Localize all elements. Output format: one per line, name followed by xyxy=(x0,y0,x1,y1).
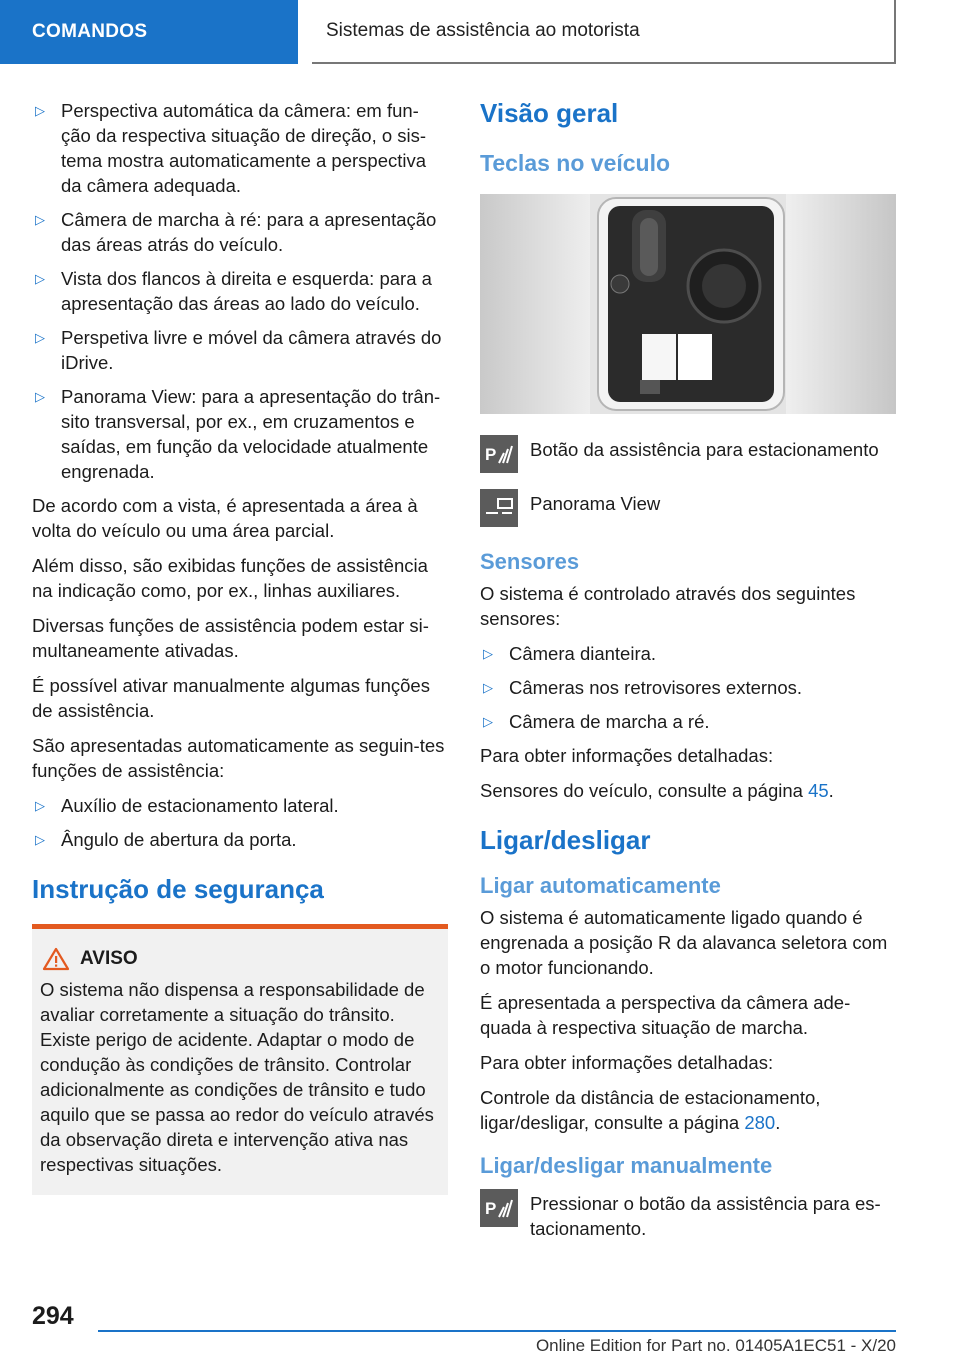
overview-heading: Visão geral xyxy=(480,98,619,128)
chapter-title: Sistemas de assistência ao motorista xyxy=(326,20,640,41)
page-link-45[interactable]: 45 xyxy=(808,780,829,801)
list-item: ▷ Câmeras nos retrovisores externos. xyxy=(483,677,803,698)
keys-heading: Teclas no veículo xyxy=(480,150,671,176)
manual-heading: Ligar/desligar manualmente xyxy=(480,1153,773,1178)
list-item: ▷ Perspetiva livre e móvel da câmera através do iDrive. xyxy=(35,327,442,373)
paragraph: Diversas funções de assistência podem estar si‐multaneamente ativadas. xyxy=(32,615,429,661)
svg-text:P: P xyxy=(485,445,497,464)
warning-header xyxy=(40,947,438,971)
section-label: COMANDOS xyxy=(32,21,148,42)
list-item: ▷ Vista dos flancos à direita e esquerda: para a apresentação das áreas ao lado do veículo. xyxy=(35,268,432,314)
triangle-bullet-icon: ▷ xyxy=(483,680,493,695)
parking-assist-icon xyxy=(480,435,518,473)
page-header-title xyxy=(312,0,896,64)
paragraph: Além disso, são exibidas funções de assistência na indicação como, por ex., linhas auxiliares. xyxy=(32,555,428,601)
warning-box xyxy=(32,924,448,1195)
safety-heading: Instrução de segurança xyxy=(32,874,324,904)
parking-assist-label: Botão da assistência para estacionamento xyxy=(530,439,879,460)
pdc-reference: Controle da distância de estacionamento, ligar/desligar, consulte a página 280. xyxy=(480,1087,821,1133)
list-item: ▷ Perspectiva automática da câmera: em fun‐ção da respectiva situação de direção, o sis‐tema mostra automaticamente a perspectiva da câmera adequada. xyxy=(35,100,427,196)
paragraph: É possível ativar manualmente algumas funções de assistência. xyxy=(32,675,430,721)
triangle-bullet-icon: ▷ xyxy=(35,212,45,227)
panorama-view-row xyxy=(480,489,896,527)
triangle-bullet-icon: ▷ xyxy=(35,330,45,345)
warning-triangle-icon xyxy=(42,947,70,971)
triangle-bullet-icon: ▷ xyxy=(483,714,493,729)
paragraph: De acordo com a vista, é apresentada a área à volta do veículo ou uma área parcial. xyxy=(32,495,418,541)
list-item: ▷ Câmera dianteira. xyxy=(483,643,657,664)
details-label: Para obter informações detalhadas: xyxy=(480,1052,774,1073)
parking-assist-icon xyxy=(480,1189,518,1227)
svg-text:P: P xyxy=(485,1199,497,1218)
parking-assist-row xyxy=(480,435,896,473)
list-item: ▷ Câmera de marcha à ré: para a apresentação das áreas atrás do veículo. xyxy=(35,209,437,255)
sensors-reference: Sensores do veículo, consulte a página 45. xyxy=(480,780,834,801)
footer-divider xyxy=(98,1330,896,1332)
list-item: ▷ Auxílio de estacionamento lateral. xyxy=(35,795,339,816)
triangle-bullet-icon: ▷ xyxy=(483,646,493,661)
triangle-bullet-icon: ▷ xyxy=(35,798,45,813)
manual-text: Pressionar o botão da assistência para es‐tacionamento. xyxy=(530,1193,881,1239)
onoff-heading: Ligar/desligar xyxy=(480,825,651,855)
right-column xyxy=(480,98,896,1257)
sensors-intro: O sistema é controlado através dos seguintes sensores: xyxy=(480,583,856,629)
list-item: ▷ Câmera de marcha a ré. xyxy=(483,711,710,732)
triangle-bullet-icon: ▷ xyxy=(35,389,45,404)
list-item: ▷ Panorama View: para a apresentação do trân‐sito transversal, por ex., em cruzamentos e saídas, em função da velocidade atualmente engrenada. xyxy=(35,386,441,482)
auto-functions-list xyxy=(32,793,448,852)
list-item: ▷ Ângulo de abertura da porta. xyxy=(35,829,297,850)
sensors-heading: Sensores xyxy=(480,549,580,574)
warning-text: O sistema não dispensa a responsabilidade de avaliar corretamente a situação do trânsito. Existe perigo de acidente. Adaptar o modo de condução às condições de trânsito. Controlar adicionalmente as condições de trânsito e tudo aquilo que se passa ao redor do veículo através da observação direta e intervenção ativa nas respectivas situações. xyxy=(40,979,434,1175)
camera-views-list xyxy=(32,98,448,484)
center-console-photo xyxy=(480,194,896,414)
page-number: 294 xyxy=(32,1302,74,1330)
triangle-bullet-icon: ▷ xyxy=(35,271,45,286)
triangle-bullet-icon: ▷ xyxy=(35,832,45,847)
manual-row xyxy=(480,1189,896,1241)
section-tab xyxy=(0,0,298,64)
auto-heading: Ligar automaticamente xyxy=(480,873,721,898)
details-label: Para obter informações detalhadas: xyxy=(480,745,774,766)
left-column xyxy=(32,98,448,1195)
auto-paragraph-1: O sistema é automaticamente ligado quando é engrenada a posição R da alavanca seletora com o motor funcionando. xyxy=(480,907,888,978)
panorama-view-icon xyxy=(480,489,518,527)
triangle-bullet-icon: ▷ xyxy=(35,103,45,118)
warning-label: AVISO xyxy=(80,948,138,969)
paragraph: São apresentadas automaticamente as seguin‐tes funções de assistência: xyxy=(32,735,445,781)
page-link-280[interactable]: 280 xyxy=(744,1112,776,1133)
panorama-view-label: Panorama View xyxy=(530,493,661,514)
sensors-list xyxy=(480,641,896,734)
auto-paragraph-2: É apresentada a perspectiva da câmera ade‐quada à respectiva situação de marcha. xyxy=(480,992,851,1038)
footer-edition: Online Edition for Part no. 01405A1EC51 - X/20 xyxy=(535,1336,896,1355)
